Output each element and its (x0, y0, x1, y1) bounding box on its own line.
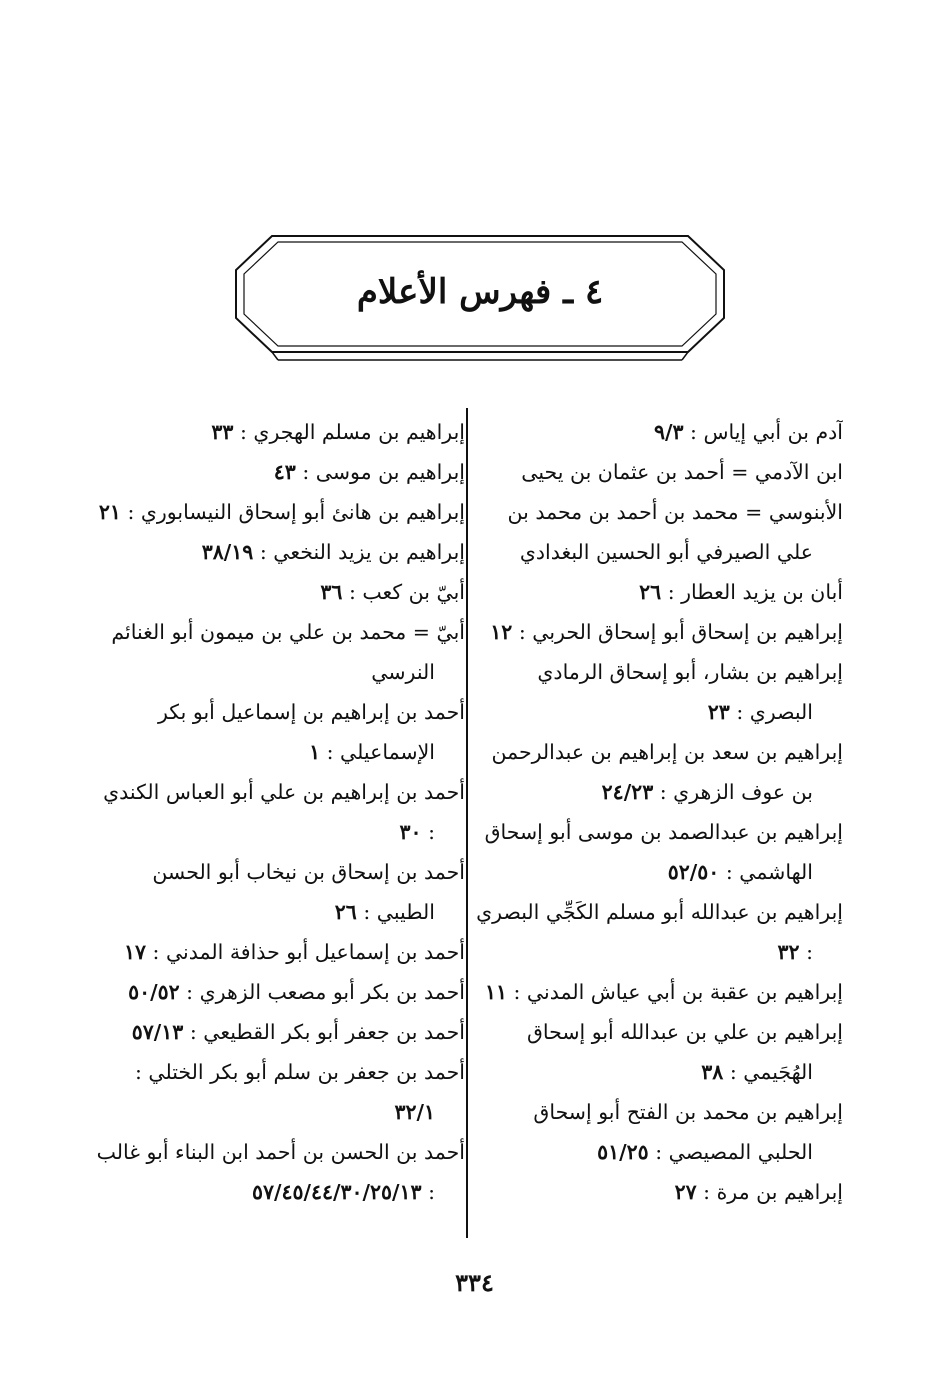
index-entry (95, 572, 465, 612)
entry-name: أبيّ بن كعب : (348, 580, 465, 604)
entry-pages: ٣٠ (399, 820, 422, 844)
entry-name: الأبنوسي = محمد بن أحمد بن محمد بن علي الصيرفي أبو الحسين البغدادي (507, 500, 843, 564)
entry-pages: ٢٧ (674, 1180, 697, 1204)
entry-pages: ٢٦ (639, 580, 662, 604)
index-entry (473, 652, 843, 732)
index-entry (473, 1172, 843, 1212)
entry-pages: ٣٦ (320, 580, 343, 604)
index-entry (95, 852, 465, 932)
entry-pages: ٥٧/٤٥/٤٤/٣٠/٢٥/١٣ (251, 1180, 422, 1204)
index-entry (95, 972, 465, 1012)
index-entry (473, 452, 843, 492)
entry-pages: ٢٣ (707, 700, 730, 724)
entry-name: إبراهيم بن محمد بن الفتح أبو إسحاق الحلبي المصيصي : (533, 1100, 843, 1164)
entry-name: إبراهيم بن مسلم الهجري : (239, 420, 465, 444)
index-entry (473, 972, 843, 1012)
index-entry (473, 612, 843, 652)
title-frame (232, 232, 728, 362)
index-entry (473, 412, 843, 452)
index-entry (95, 492, 465, 532)
entry-pages: ٣٢ (777, 940, 800, 964)
entry-name: إبراهيم بن إسحاق أبو إسحاق الحربي : (518, 620, 843, 644)
index-entry (95, 1012, 465, 1052)
entry-pages: ٣٨/١٩ (201, 540, 254, 564)
entry-name: إبراهيم بن يزيد النخعي : (259, 540, 465, 564)
entry-name: إبراهيم بن سعد بن إبراهيم بن عبدالرحمن بن عوف الزهري : (491, 740, 843, 804)
index-entry (95, 612, 465, 692)
entry-name: إبراهيم بن موسى : (302, 460, 465, 484)
column-divider (466, 408, 468, 1238)
entry-name: أبيّ = محمد بن علي بن ميمون أبو الغنائم النرسي (111, 620, 465, 684)
entry-pages: ٣٢/١ (394, 1100, 435, 1124)
index-entry (473, 732, 843, 812)
entry-pages: ١٢ (490, 620, 513, 644)
index-entry (473, 572, 843, 612)
entry-name: إبراهيم بن عبدالصمد بن موسى أبو إسحاق الهاشمي : (484, 820, 843, 884)
index-entry (473, 1092, 843, 1172)
index-entry (95, 412, 465, 452)
entry-name: أحمد بن بكر أبو مصعب الزهري : (186, 980, 465, 1004)
entry-pages: ٥٠/٥٢ (128, 980, 180, 1004)
index-entry (473, 1012, 843, 1092)
index-entry (473, 492, 843, 572)
entry-name: إبراهيم بن عقبة بن أبي عياش المدني : (513, 980, 843, 1004)
index-entry (95, 772, 465, 852)
entry-name: أحمد بن الحسن بن أحمد ابن البناء أبو غالب : (96, 1140, 465, 1204)
entry-pages: ١٧ (123, 940, 146, 964)
entry-name: أحمد بن إبراهيم بن علي أبو العباس الكندي : (103, 780, 465, 844)
entry-name: إبراهيم بن عبدالله أبو مسلم الكَجِّي البصري : (476, 900, 843, 964)
entry-name: إبراهيم بن بشار، أبو إسحاق الرمادي البصري : (537, 660, 843, 724)
entry-name: أحمد بن جعفر بن سلم أبو بكر الختلي : (134, 1060, 465, 1084)
index-entry (95, 1052, 465, 1132)
entry-name: أبان بن يزيد العطار : (667, 580, 843, 604)
index-entry (473, 812, 843, 892)
entry-pages: ٥٧/١٣ (131, 1020, 184, 1044)
entry-name: أحمد بن إسحاق بن نيخاب أبو الحسن الطيبي : (152, 860, 465, 924)
index-entry (95, 692, 465, 772)
entry-pages: ٣٨ (701, 1060, 724, 1084)
index-entry (95, 1132, 465, 1212)
entry-pages: ١١ (484, 980, 507, 1004)
page-number: ٣٣٤ (455, 1268, 494, 1297)
entry-pages: ٥٢/٥٠ (667, 860, 720, 884)
entry-name: إبراهيم بن علي بن عبدالله أبو إسحاق الهُجَيمي : (526, 1020, 843, 1084)
entry-pages: ٣٣ (211, 420, 234, 444)
index-entry (95, 932, 465, 972)
index-entry (95, 452, 465, 492)
entry-name: ابن الآدمي = أحمد بن عثمان بن يحيى (521, 460, 843, 484)
index-column-left (95, 412, 465, 1252)
entry-name: إبراهيم بن هانئ أبو إسحاق النيسابوري : (127, 500, 465, 524)
entry-pages: ٩/٣ (653, 420, 684, 444)
entry-pages: ٤٣ (273, 460, 296, 484)
entry-pages: ١ (309, 740, 321, 764)
entry-pages: ٢٦ (334, 900, 357, 924)
entry-name: إبراهيم بن مرة : (703, 1180, 843, 1204)
entry-name: أحمد بن جعفر أبو بكر القطيعي : (189, 1020, 465, 1044)
index-entry (473, 892, 843, 972)
page-title: ٤ ـ فهرس الأعلام (356, 272, 604, 312)
entry-pages: ٢١ (98, 500, 121, 524)
entry-name: أحمد بن إبراهيم بن إسماعيل أبو بكر الإسماعيلي : (158, 700, 465, 764)
entry-name: آدم بن أبي إياس : (690, 420, 843, 444)
entry-pages: ٢٤/٢٣ (601, 780, 654, 804)
index-entry (95, 532, 465, 572)
index-column-right (473, 412, 843, 1252)
entry-pages: ٥١/٢٥ (597, 1140, 649, 1164)
entry-name: أحمد بن إسماعيل أبو حذافة المدني : (152, 940, 465, 964)
